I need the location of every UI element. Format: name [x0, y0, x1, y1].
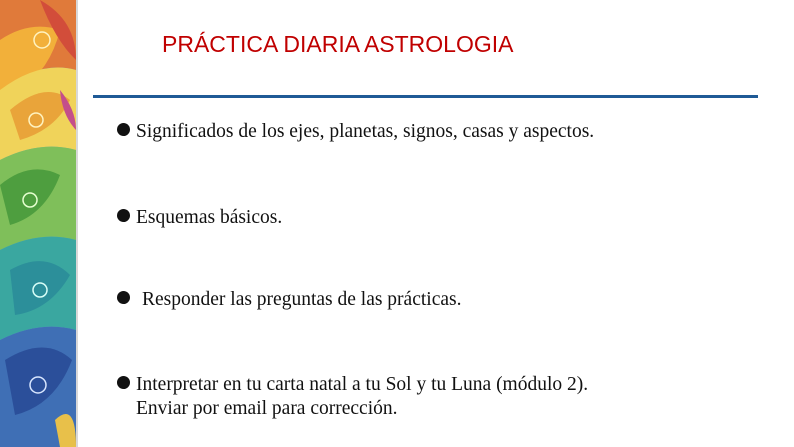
bullet-dot-icon: [117, 291, 130, 304]
decorative-mandala-art: [0, 0, 76, 447]
bullet-dot-icon: [117, 123, 130, 136]
bullet-text: Esquemas básicos.: [136, 207, 283, 228]
art-divider: [76, 0, 78, 447]
title-underline-rule: [93, 95, 758, 98]
bullet-continuation-text: Enviar por email para corrección.: [136, 398, 398, 419]
bullet-text: Responder las preguntas de las prácticas.: [142, 289, 462, 310]
bullet-dot-icon: [117, 209, 130, 222]
bullet-item: [117, 120, 594, 144]
bullet-item: [117, 373, 588, 421]
bullet-item: [117, 288, 461, 312]
bullet-text: Significados de los ejes, planetas, signos, casas y aspectos.: [136, 121, 595, 142]
bullet-text: Interpretar en tu carta natal a tu Sol y tu Luna (módulo 2).: [136, 374, 589, 395]
slide-title: PRÁCTICA DIARIA ASTROLOGIA: [162, 31, 514, 57]
bullet-item: [117, 206, 282, 230]
bullet-dot-icon: [117, 376, 130, 389]
